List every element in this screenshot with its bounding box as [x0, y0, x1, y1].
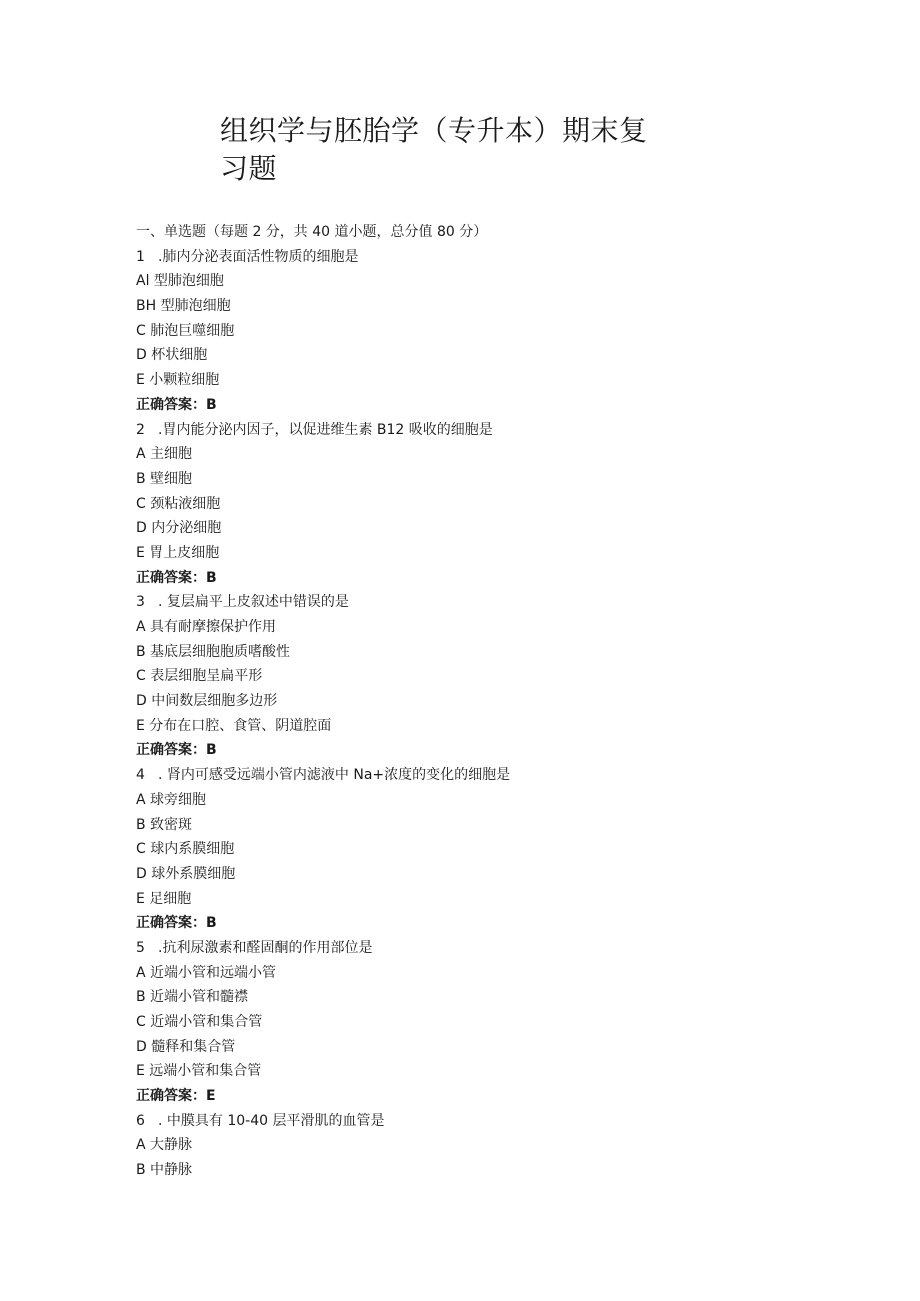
- option-d: D 内分泌细胞: [136, 520, 222, 537]
- question-text: . 中膜具有 10-40 层平滑肌的血管是: [158, 1112, 385, 1129]
- question-number: 3: [136, 594, 145, 611]
- question-stem: [136, 245, 836, 270]
- question-number: 6: [136, 1112, 145, 1129]
- question-text: .抗利尿激素和醛固酮的作用部位是: [158, 939, 373, 956]
- question-text: .胃内能分泌内因子，以促进维生素 B12 吸收的细胞是: [158, 421, 493, 438]
- exam-content: [136, 220, 836, 1183]
- option-b: B 中静脉: [136, 1162, 193, 1179]
- option-d: D 杯状细胞: [136, 347, 208, 364]
- question-stem: [136, 590, 836, 615]
- question-number: 5: [136, 939, 145, 956]
- option-c: C 表层细胞呈扁平形: [136, 668, 263, 685]
- question-stem: [136, 763, 836, 788]
- option-c: C 近端小管和集合管: [136, 1014, 263, 1030]
- correct-answer: 正确答案：B: [136, 742, 217, 759]
- option-b: B 近端小管和髓襟: [136, 989, 249, 1006]
- option-a: Al 型肺泡细胞: [136, 273, 224, 290]
- option-b: B 壁细胞: [136, 470, 193, 487]
- option-b: BH 型肺泡细胞: [136, 298, 231, 315]
- question-number: 2: [136, 421, 145, 438]
- option-c: C 球内系膜细胞: [136, 841, 235, 858]
- correct-answer: 正确答案：E: [136, 1088, 216, 1105]
- correct-answer: 正确答案：B: [136, 569, 217, 586]
- option-e: E 分布在口腔、食管、阴道腔面: [136, 717, 332, 734]
- section-header: 一、单选题（每题 2 分，共 40 道小题，总分值 80 分）: [136, 224, 488, 240]
- question-stem: [136, 418, 836, 443]
- option-a: A 大静脉: [136, 1137, 193, 1154]
- option-e: E 足细胞: [136, 890, 192, 907]
- option-b: B 致密斑: [136, 816, 193, 833]
- option-a: A 近端小管和远端小管: [136, 964, 277, 981]
- question-text: . 复层扁平上皮叙述中错误的是: [158, 594, 349, 611]
- option-c: C 颈粘液细胞: [136, 495, 221, 512]
- option-c: C 肺泡巨噬细胞: [136, 322, 235, 339]
- option-d: D 中间数层细胞多边形: [136, 693, 278, 710]
- page-title: 组织学与胚胎学（专升本）期末复习题: [220, 114, 648, 185]
- correct-answer: 正确答案：B: [136, 915, 217, 932]
- option-d: D 球外系膜细胞: [136, 865, 236, 882]
- question-stem: [136, 936, 836, 961]
- option-a: A 主细胞: [136, 446, 193, 463]
- option-a: A 具有耐摩擦保护作用: [136, 619, 277, 635]
- question-stem: [136, 1109, 836, 1134]
- correct-answer: 正确答案：B: [136, 396, 217, 413]
- option-a: A 球旁细胞: [136, 791, 207, 808]
- option-e: E 胃上皮细胞: [136, 544, 220, 561]
- option-e: E 小颗粒细胞: [136, 372, 220, 389]
- option-b: B 基底层细胞胞质嗜酸性: [136, 643, 291, 660]
- question-number: 1: [136, 248, 145, 265]
- question-text: . 肾内可感受远端小管内滤液中 Na+浓度的变化的细胞是: [158, 767, 511, 784]
- option-d: D 髓释和集合管: [136, 1038, 236, 1055]
- question-text: .肺内分泌表面活性物质的细胞是: [158, 248, 359, 265]
- option-e: E 远端小管和集合管: [136, 1063, 262, 1080]
- question-number: 4: [136, 767, 145, 784]
